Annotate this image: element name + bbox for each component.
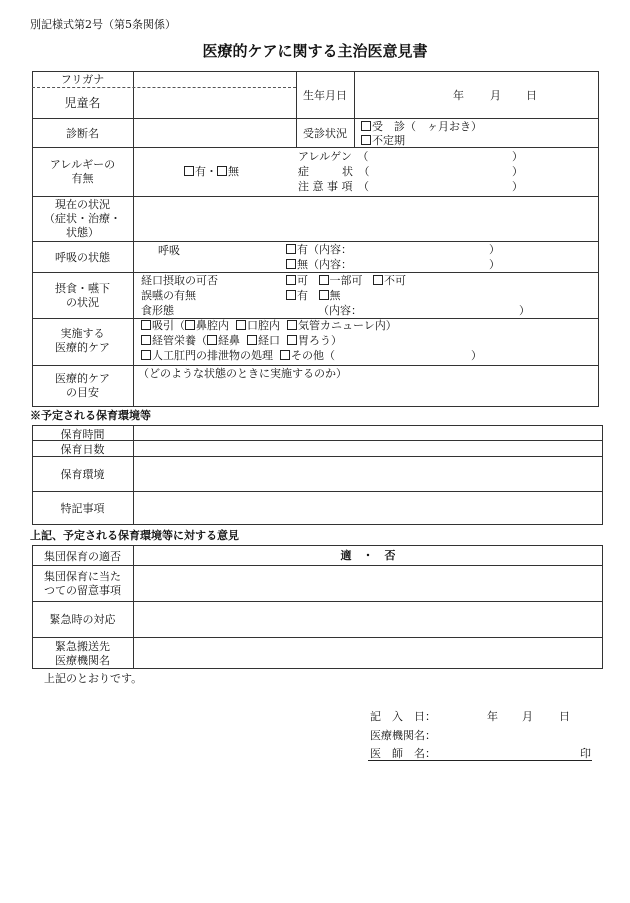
birth-month-unit: 月 [490,89,501,102]
seal-mark: 印 [580,747,591,760]
breathing-label: 呼吸の状態 [55,251,110,264]
aspiration-label: 誤嚥の有無 [141,289,196,302]
checkbox-icon[interactable] [287,335,297,345]
checkbox-icon[interactable] [361,135,371,145]
care-purpose-note: （どのような状態のときに実施するのか） [138,367,347,380]
care-other-field[interactable] [345,349,469,362]
checkbox-icon[interactable] [247,335,257,345]
entry-month-unit: 月 [522,710,533,723]
opinion-heading: 上記、予定される保育環境等に対する意見 [30,529,239,542]
checkbox-icon[interactable] [361,121,371,131]
group-care-notes-label: 集団保育に当た つての留意事項 [44,570,121,598]
care-tube-feeding-row[interactable]: 経管栄養（ 経鼻 経口 胃ろう） [141,335,342,346]
breathing-yes-option[interactable]: 有（内容： [286,244,352,255]
breathing-text: 呼吸 [158,244,180,257]
institution-field[interactable] [440,727,590,743]
eating-label: 摂食・嚥下 の状況 [55,282,110,310]
aspiration-options[interactable]: 有 無 [286,290,341,301]
child-name-field[interactable] [134,89,295,117]
group-care-notes-field[interactable] [134,566,602,600]
notes-field[interactable] [384,180,510,193]
allergy-label: アレルギーの 有無 [49,158,116,186]
childcare-hours-label: 保育時間 [60,428,105,441]
allergen-field[interactable] [384,150,510,163]
checkbox-icon[interactable] [286,259,296,269]
care-other-close: ） [471,349,482,362]
food-content-label: （内容： [318,304,362,317]
food-form-label: 食形態 [141,304,174,317]
symptom-field[interactable] [384,165,510,178]
allergen-close: ） [512,150,523,163]
birth-year-unit: 年 [453,89,464,102]
entry-date-field[interactable] [440,708,590,724]
checkbox-icon[interactable] [207,335,217,345]
notes-close: ） [512,180,523,193]
diagnosis-field[interactable] [134,119,295,146]
checkbox-icon[interactable] [286,290,296,300]
childcare-hours-field[interactable] [134,426,602,439]
visit-status-label: 受診状況 [303,127,347,140]
food-content-field[interactable] [360,304,516,317]
furigana-field[interactable] [134,72,295,87]
checkbox-icon[interactable] [236,320,246,330]
checkbox-icon[interactable] [373,275,383,285]
emergency-response-label: 緊急時の対応 [49,613,116,626]
checkbox-icon[interactable] [286,275,296,285]
checkbox-icon[interactable] [141,335,151,345]
checkbox-icon[interactable] [319,290,329,300]
symptom-close: ） [512,165,523,178]
notes-label: 注 意 事 項 （ [298,180,369,193]
visit-irregular-option[interactable]: 不定期 [361,135,405,146]
current-status-label: 現在の状況 （症状・治療・ 状態） [44,198,121,239]
group-care-suitability-options[interactable]: 適 ・ 否 [340,549,396,562]
checkbox-icon[interactable] [287,320,297,330]
child-name-label: 児童名 [64,96,101,110]
doctor-name-field[interactable] [440,745,580,759]
care-purpose-field[interactable] [134,381,598,406]
entry-day-unit: 日 [559,710,570,723]
emergency-hospital-label: 緊急搬送先 医療機関名 [55,640,110,668]
allergen-label: アレルゲン （ [298,150,369,163]
checkbox-icon[interactable] [280,350,290,360]
breathing-yes-close: ） [489,243,500,256]
oral-intake-label: 経口摂取の可否 [141,274,218,287]
birthdate-label: 生年月日 [303,89,347,102]
doctor-signature-line [368,760,592,761]
breathing-no-close: ） [489,258,500,271]
care-purpose-label: 医療的ケア の目安 [55,372,110,400]
page-title: 医療的ケアに関する主治医意見書 [202,42,428,60]
symptom-label: 症 状 （ [298,165,370,178]
childcare-days-label: 保育日数 [60,443,105,456]
childcare-environment-field[interactable] [134,457,602,490]
food-content-close: ） [519,304,530,317]
checkbox-icon[interactable] [286,244,296,254]
institution-label: 医療機関名： [370,729,436,742]
childcare-environment-heading: ※予定される保育環境等 [30,409,151,422]
allergy-yes-no-options[interactable]: 有・ 無 [184,166,239,177]
visit-regular-option[interactable]: 受 診（ ヶ月おき） [361,121,482,132]
diagnosis-label: 診断名 [66,127,99,140]
checkbox-icon[interactable] [319,275,329,285]
medical-care-label: 実施する 医療的ケア [55,327,110,355]
special-notes-field[interactable] [134,492,602,524]
entry-year-unit: 年 [487,710,498,723]
checkbox-icon[interactable] [217,166,227,176]
furigana-label: フリガナ [60,73,105,86]
emergency-hospital-field[interactable] [134,638,602,668]
checkbox-icon[interactable] [184,166,194,176]
emergency-response-field[interactable] [134,602,602,636]
childcare-days-field[interactable] [134,441,602,455]
checkbox-icon[interactable] [141,320,151,330]
checkbox-icon[interactable] [185,320,195,330]
checkbox-icon[interactable] [141,350,151,360]
birthdate-field[interactable] [355,72,598,117]
special-notes-label: 特記事項 [60,502,105,515]
entry-date-label: 記 入 日： [370,710,436,723]
birth-day-unit: 日 [526,89,537,102]
confirmation-statement: 上記のとおりです。 [44,672,143,685]
group-care-suitability-label: 集団保育の適否 [44,550,121,563]
care-stoma-row[interactable]: 人工肛門の排泄物の処理 その他（ [141,350,335,361]
form-number: 別記様式第2号（第5条関係） [30,18,176,31]
oral-intake-options[interactable]: 可 一部可 不可 [286,275,406,286]
care-suction-row[interactable]: 吸引（ 鼻腔内 口腔内 気管カニューレ内） [141,320,397,331]
childcare-environment-label: 保育環境 [60,468,105,481]
breathing-no-option[interactable]: 無（内容： [286,259,352,270]
doctor-name-label: 医 師 名： [370,747,436,760]
current-status-field[interactable] [134,197,598,240]
